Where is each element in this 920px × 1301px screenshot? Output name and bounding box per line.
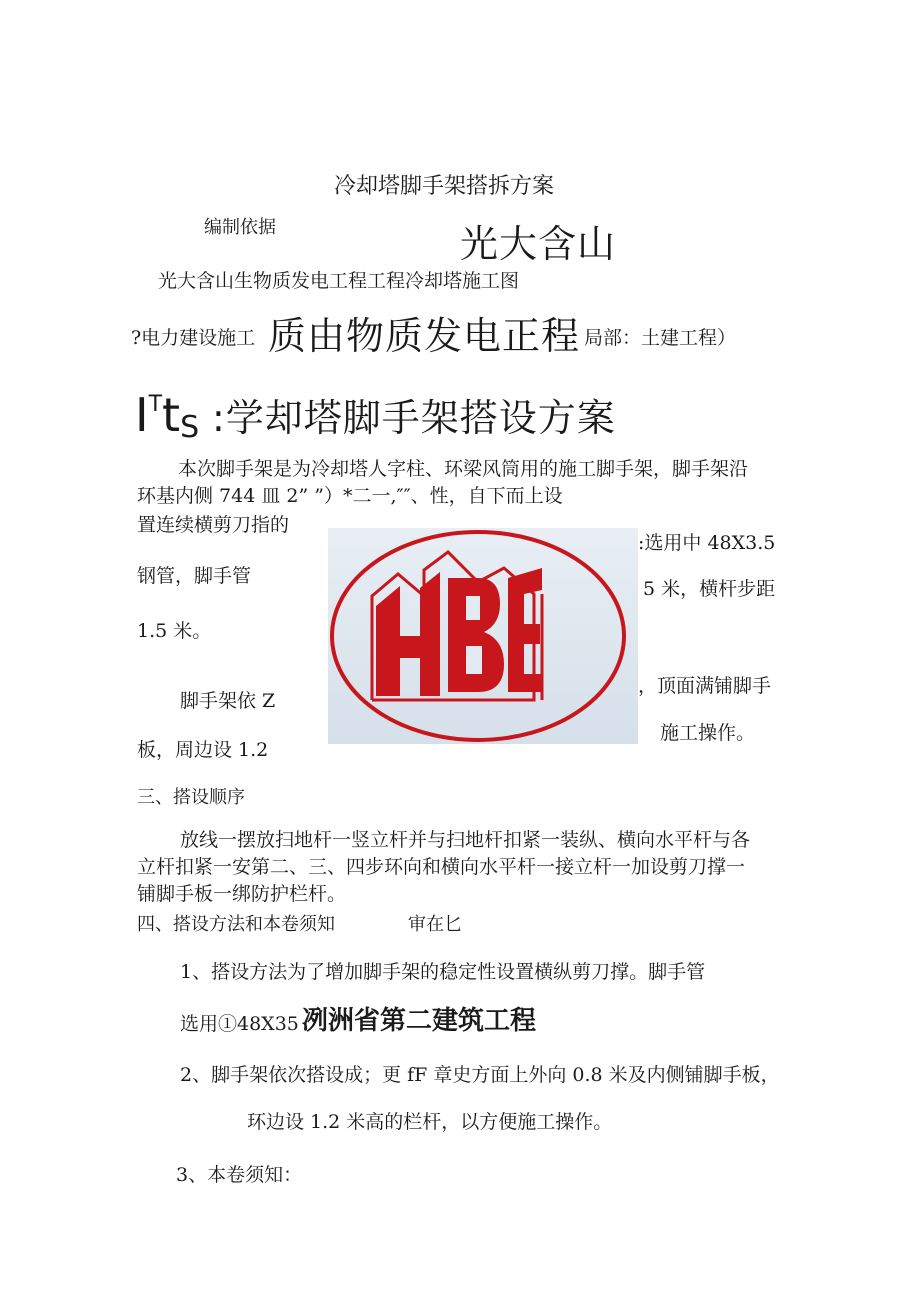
- item-2: 2、脚手架依次搭设成；更 fF 章史方面上外向 0.8 米及内侧铺脚手板，: [180, 1064, 780, 1086]
- basis-line-2-prefix: ?电力建设施工: [131, 327, 256, 349]
- item-1b-prefix: 选用①48X35: [180, 1013, 299, 1035]
- section4-aside: 审在匕: [408, 914, 462, 935]
- right-col-line-2: 5 米，横杆步距: [643, 578, 776, 600]
- right-col-line-4: 施工操作。: [660, 722, 756, 744]
- para1-line2: 环基内侧 744 皿 2” ”）*二一,″″、性，自下而上设: [137, 485, 563, 507]
- company-logo: [328, 528, 638, 744]
- basis-line-2-large: 质由物质发电正程: [268, 314, 581, 358]
- section3-heading: 三、搭设顺序: [137, 787, 245, 808]
- left-col-line-3: 脚手架依 Z: [180, 690, 276, 712]
- para3-line2: 立杆扣紧一安第二、三、四步环向和横向水平杆一接立杆一加设剪刀撑一: [137, 856, 746, 878]
- stamp-text: 光大含山: [460, 222, 617, 266]
- basis-line-2-suffix: 局部：土建工程）: [584, 327, 737, 349]
- para1-line3: 置连续横剪刀指的: [137, 514, 290, 536]
- section2-prefix: $I^Tt_S$: [135, 388, 200, 445]
- item-1: 1、搭设方法为了增加脚手架的稳定性设置横纵剪刀撑。脚手管: [180, 961, 706, 983]
- section1-heading: 编制依据: [204, 217, 276, 238]
- logo-text: HBE: [476, 638, 480, 639]
- para3-line3: 铺脚手板一绑防护栏杆。: [137, 883, 347, 905]
- document-title: 冷却塔脚手架搭拆方案: [334, 174, 555, 199]
- item-2b: 环边设 1.2 米高的栏杆，以方便施工操作。: [247, 1111, 613, 1133]
- section4-heading: 四、搭设方法和本卷须知: [137, 914, 335, 935]
- section2-title: :学却塔脚手架搭设方案: [212, 396, 616, 440]
- right-col-line-3: ，顶面满铺脚手: [638, 675, 772, 697]
- left-col-line-4: 板，周边设 1.2: [137, 739, 269, 761]
- left-col-line-2: 1.5 米。: [137, 620, 212, 642]
- item-3: 3、本卷须知：: [176, 1164, 303, 1186]
- left-col-line-1: 钢管，脚手管: [137, 565, 252, 587]
- basis-line-1: 光大含山生物质发电工程工程冷却塔施工图: [158, 270, 520, 292]
- right-col-line-1: :选用中 48X3.5: [638, 532, 776, 554]
- item-1b-large: 冽洲省第二建筑工程: [302, 1006, 537, 1036]
- para3-line1: 放线一摆放扫地杆一竖立杆并与扫地杆扣紧一装纵、横向水平杆与各: [180, 829, 751, 851]
- para1-line1: 本次脚手架是为冷却塔人字柱、环梁风筒用的施工脚手架，脚手架沿: [178, 458, 749, 480]
